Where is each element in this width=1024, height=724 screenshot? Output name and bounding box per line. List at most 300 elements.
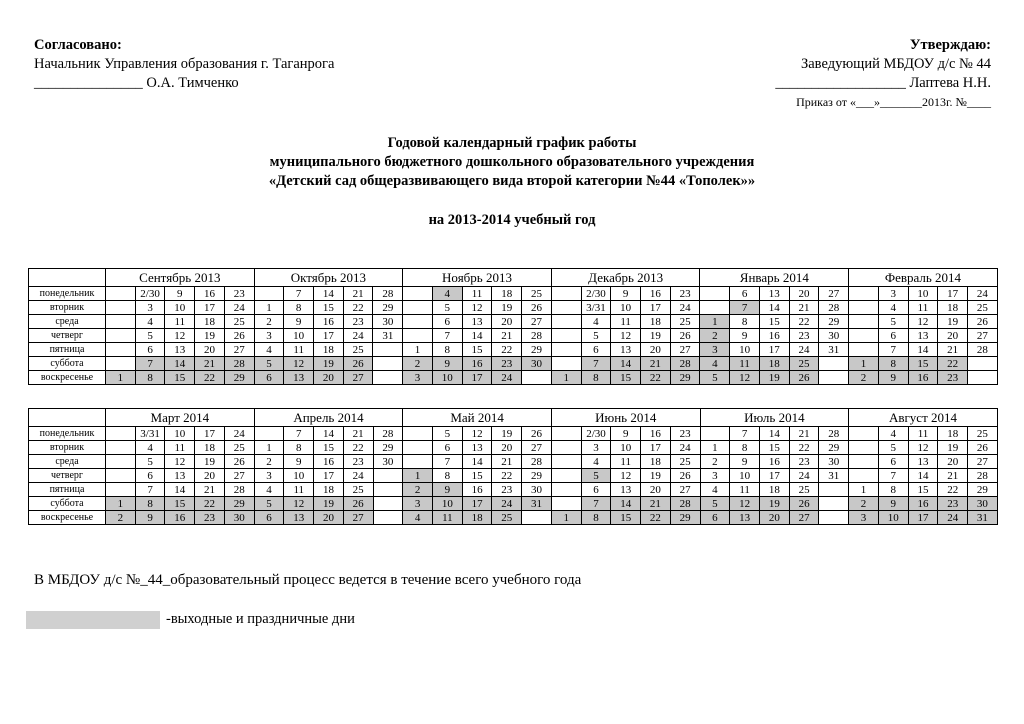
day-cell: 15 xyxy=(759,441,789,455)
day-cell: 8 xyxy=(284,441,314,455)
day-cell: 14 xyxy=(908,469,938,483)
weekday-row xyxy=(29,469,998,483)
day-cell: 1 xyxy=(254,301,284,315)
day-cell: 4 xyxy=(403,511,433,525)
day-cell: 22 xyxy=(789,441,819,455)
weekday-label: воскресенье xyxy=(29,511,106,525)
day-cell: 10 xyxy=(730,469,760,483)
day-cell: 10 xyxy=(433,497,463,511)
day-cell: 9 xyxy=(165,287,195,301)
day-cell: 16 xyxy=(462,357,492,371)
day-cell: 28 xyxy=(968,343,998,357)
day-cell: 20 xyxy=(314,371,344,385)
footer-note: В МБДОУ д/с №_44_образовательный процесс ведется в течение всего учебного года xyxy=(34,572,582,588)
day-cell: 20 xyxy=(195,343,225,357)
day-cell: 22 xyxy=(343,301,373,315)
day-cell: 18 xyxy=(938,427,968,441)
day-cell: 17 xyxy=(759,343,789,357)
day-cell: 13 xyxy=(462,315,492,329)
day-cell: 1 xyxy=(403,469,433,483)
day-cell xyxy=(373,343,403,357)
day-cell: 8 xyxy=(730,441,760,455)
day-cell: 5 xyxy=(135,455,165,469)
day-cell: 17 xyxy=(462,497,492,511)
day-cell xyxy=(551,301,581,315)
day-cell: 20 xyxy=(641,483,671,497)
day-cell: 8 xyxy=(581,371,611,385)
day-cell xyxy=(373,469,403,483)
day-cell xyxy=(849,455,879,469)
day-cell: 26 xyxy=(789,371,819,385)
day-cell: 10 xyxy=(284,329,314,343)
day-cell xyxy=(551,497,581,511)
day-cell: 21 xyxy=(938,469,968,483)
day-cell: 6 xyxy=(433,441,463,455)
day-cell: 15 xyxy=(314,301,344,315)
day-cell xyxy=(700,301,730,315)
day-cell: 15 xyxy=(908,357,938,371)
day-cell: 7 xyxy=(284,287,314,301)
title-line3: «Детский сад общеразвивающего вида второй категории №44 «Тополек»» xyxy=(268,173,756,189)
day-cell xyxy=(106,301,136,315)
day-cell: 2/30 xyxy=(581,287,611,301)
day-cell: 12 xyxy=(908,441,938,455)
day-cell: 7 xyxy=(878,343,908,357)
day-cell xyxy=(373,511,403,525)
day-cell: 8 xyxy=(433,469,463,483)
day-cell: 23 xyxy=(224,287,254,301)
day-cell xyxy=(403,329,433,343)
day-cell: 1 xyxy=(551,371,581,385)
day-cell xyxy=(106,455,136,469)
calendar-table-1 xyxy=(28,268,998,385)
day-cell: 21 xyxy=(789,301,819,315)
day-cell: 8 xyxy=(432,343,462,357)
day-cell: 17 xyxy=(195,301,225,315)
day-cell: 27 xyxy=(968,329,998,343)
weekday-label: понедельник xyxy=(29,287,106,301)
day-cell: 23 xyxy=(492,357,522,371)
day-cell: 6 xyxy=(878,455,908,469)
day-cell: 7 xyxy=(432,329,462,343)
day-cell: 2 xyxy=(849,371,879,385)
day-cell: 25 xyxy=(343,343,373,357)
day-cell: 1 xyxy=(254,441,284,455)
day-cell: 9 xyxy=(730,329,760,343)
day-cell: 29 xyxy=(373,301,403,315)
day-cell xyxy=(403,287,433,301)
day-cell: 14 xyxy=(314,287,344,301)
day-cell: 13 xyxy=(165,469,195,483)
day-cell: 15 xyxy=(462,469,492,483)
day-cell: 4 xyxy=(700,357,730,371)
day-cell: 25 xyxy=(492,511,522,525)
day-cell: 26 xyxy=(224,329,254,343)
day-cell: 11 xyxy=(611,315,641,329)
day-cell: 19 xyxy=(492,301,522,315)
day-cell: 7 xyxy=(433,455,463,469)
month-name: Апрель 2014 xyxy=(254,409,403,427)
day-cell: 11 xyxy=(165,315,195,329)
day-cell: 31 xyxy=(968,511,998,525)
day-cell xyxy=(849,469,879,483)
day-cell: 27 xyxy=(522,441,552,455)
day-cell: 27 xyxy=(670,343,700,357)
day-cell: 28 xyxy=(224,357,254,371)
day-cell: 1 xyxy=(700,441,730,455)
day-cell: 17 xyxy=(641,441,671,455)
day-cell: 8 xyxy=(878,357,908,371)
day-cell: 22 xyxy=(641,511,671,525)
day-cell: 13 xyxy=(730,511,760,525)
day-cell: 11 xyxy=(730,483,760,497)
day-cell: 27 xyxy=(343,371,373,385)
day-cell: 24 xyxy=(670,301,700,315)
day-cell: 4 xyxy=(581,315,611,329)
document-title xyxy=(0,134,1024,191)
day-cell: 18 xyxy=(195,441,225,455)
day-cell xyxy=(106,329,136,343)
day-cell: 22 xyxy=(195,371,225,385)
legend-text: -выходные и праздничные дни xyxy=(166,611,355,627)
day-cell: 26 xyxy=(224,455,254,469)
day-cell xyxy=(819,483,849,497)
day-cell: 1 xyxy=(403,343,433,357)
day-cell: 3 xyxy=(581,441,611,455)
title-line2: муниципального бюджетного дошкольного образовательного учреждения xyxy=(269,154,755,170)
day-cell: 24 xyxy=(968,287,998,301)
day-cell xyxy=(551,357,581,371)
day-cell: 22 xyxy=(492,469,522,483)
weekday-label: суббота xyxy=(29,497,106,511)
calendar-table-2 xyxy=(28,408,998,525)
day-cell: 1 xyxy=(106,371,136,385)
school-year: на 2013-2014 учебный год xyxy=(428,212,596,228)
day-cell: 21 xyxy=(343,287,373,301)
day-cell: 11 xyxy=(284,343,314,357)
weekday-label: пятница xyxy=(29,483,106,497)
day-cell: 21 xyxy=(789,427,819,441)
day-cell xyxy=(849,427,879,441)
day-cell: 5 xyxy=(581,329,611,343)
day-cell xyxy=(403,315,433,329)
day-cell: 3 xyxy=(254,469,284,483)
day-cell: 3 xyxy=(403,497,433,511)
day-cell: 21 xyxy=(343,427,373,441)
day-cell: 5 xyxy=(433,427,463,441)
day-cell: 25 xyxy=(968,427,998,441)
day-cell: 5 xyxy=(254,497,284,511)
day-cell: 12 xyxy=(611,469,641,483)
day-cell: 25 xyxy=(224,315,254,329)
day-cell: 13 xyxy=(759,287,789,301)
day-cell: 12 xyxy=(462,301,492,315)
day-cell: 10 xyxy=(432,371,462,385)
weekday-row xyxy=(29,427,998,441)
day-cell xyxy=(373,371,403,385)
day-cell: 19 xyxy=(314,357,344,371)
day-cell: 4 xyxy=(878,427,908,441)
day-cell: 7 xyxy=(284,427,314,441)
day-cell: 13 xyxy=(165,343,195,357)
day-cell: 29 xyxy=(670,511,700,525)
day-cell: 14 xyxy=(462,455,492,469)
day-cell: 25 xyxy=(670,455,700,469)
day-cell xyxy=(849,301,879,315)
day-cell: 1 xyxy=(849,483,879,497)
day-cell: 18 xyxy=(641,315,671,329)
day-cell: 15 xyxy=(314,441,344,455)
month-header-row xyxy=(29,269,998,287)
day-cell: 29 xyxy=(968,483,998,497)
day-cell: 28 xyxy=(522,329,552,343)
day-cell: 10 xyxy=(730,343,760,357)
day-cell: 29 xyxy=(224,497,254,511)
day-cell: 29 xyxy=(819,315,849,329)
month-name: Июнь 2014 xyxy=(551,409,700,427)
day-cell: 18 xyxy=(462,511,492,525)
day-cell: 14 xyxy=(165,357,195,371)
day-cell xyxy=(403,455,433,469)
day-cell: 18 xyxy=(759,357,789,371)
day-cell xyxy=(551,315,581,329)
day-cell: 9 xyxy=(878,497,908,511)
weekday-label: вторник xyxy=(29,441,106,455)
day-cell xyxy=(551,329,581,343)
day-cell xyxy=(106,427,136,441)
day-cell: 9 xyxy=(284,315,314,329)
day-cell: 23 xyxy=(343,315,373,329)
day-cell xyxy=(968,357,998,371)
weekday-row xyxy=(29,455,998,469)
weekday-row xyxy=(29,357,998,371)
day-cell: 18 xyxy=(641,455,671,469)
day-cell: 18 xyxy=(938,301,968,315)
day-cell: 1 xyxy=(551,511,581,525)
day-cell: 24 xyxy=(938,511,968,525)
approval-title: Согласовано: xyxy=(34,37,122,53)
weekday-label: воскресенье xyxy=(29,371,106,385)
day-cell: 10 xyxy=(611,441,641,455)
day-cell: 10 xyxy=(165,301,195,315)
day-cell: 23 xyxy=(670,427,700,441)
weekday-row xyxy=(29,441,998,455)
day-cell: 12 xyxy=(462,427,492,441)
weekday-row xyxy=(29,343,998,357)
day-cell: 25 xyxy=(789,357,819,371)
day-cell: 6 xyxy=(432,315,462,329)
day-cell: 28 xyxy=(373,427,403,441)
month-name: Март 2014 xyxy=(106,409,255,427)
day-cell xyxy=(254,287,284,301)
day-cell: 16 xyxy=(165,511,195,525)
approval-line2: _______________ О.А. Тимченко xyxy=(34,75,239,91)
day-cell: 27 xyxy=(670,483,700,497)
weekday-row xyxy=(29,511,998,525)
day-cell: 22 xyxy=(938,357,968,371)
day-cell: 3 xyxy=(700,343,730,357)
day-cell: 30 xyxy=(522,483,552,497)
day-cell: 12 xyxy=(284,357,314,371)
day-cell: 26 xyxy=(522,427,552,441)
day-cell: 20 xyxy=(759,511,789,525)
day-cell: 6 xyxy=(135,343,165,357)
day-cell: 10 xyxy=(165,427,195,441)
day-cell: 5 xyxy=(254,357,284,371)
day-cell: 26 xyxy=(670,469,700,483)
day-cell: 19 xyxy=(314,497,344,511)
day-cell: 26 xyxy=(968,441,998,455)
day-cell: 30 xyxy=(819,455,849,469)
day-cell: 20 xyxy=(789,287,819,301)
day-cell: 20 xyxy=(938,329,968,343)
day-cell: 11 xyxy=(462,287,492,301)
day-cell: 3 xyxy=(254,329,284,343)
day-cell: 10 xyxy=(878,511,908,525)
day-cell: 4 xyxy=(432,287,462,301)
day-cell: 22 xyxy=(938,483,968,497)
day-cell: 19 xyxy=(641,329,671,343)
day-cell: 6 xyxy=(581,483,611,497)
day-cell: 19 xyxy=(938,441,968,455)
day-cell xyxy=(849,441,879,455)
day-cell: 17 xyxy=(314,329,344,343)
day-cell: 3 xyxy=(849,511,879,525)
day-cell: 29 xyxy=(522,469,552,483)
day-cell: 21 xyxy=(492,455,522,469)
day-cell: 9 xyxy=(611,427,641,441)
day-cell: 16 xyxy=(908,497,938,511)
day-cell: 14 xyxy=(611,497,641,511)
day-cell: 21 xyxy=(195,483,225,497)
day-cell: 21 xyxy=(641,497,671,511)
weekday-row xyxy=(29,371,998,385)
day-cell: 30 xyxy=(522,357,552,371)
day-cell: 3 xyxy=(135,301,165,315)
weekday-row xyxy=(29,315,998,329)
day-cell: 4 xyxy=(581,455,611,469)
day-cell: 5 xyxy=(700,497,730,511)
day-cell: 29 xyxy=(373,441,403,455)
day-cell: 30 xyxy=(819,329,849,343)
day-cell: 16 xyxy=(195,287,225,301)
day-cell: 24 xyxy=(224,427,254,441)
day-cell: 27 xyxy=(224,343,254,357)
day-cell: 7 xyxy=(878,469,908,483)
day-cell xyxy=(106,287,136,301)
corner-cell xyxy=(29,269,106,287)
day-cell: 7 xyxy=(135,483,165,497)
day-cell: 21 xyxy=(492,329,522,343)
day-cell: 23 xyxy=(492,483,522,497)
day-cell: 2 xyxy=(254,315,284,329)
weekday-label: среда xyxy=(29,315,106,329)
day-cell: 3/31 xyxy=(135,427,165,441)
corner-cell xyxy=(29,409,106,427)
day-cell: 18 xyxy=(759,483,789,497)
day-cell: 21 xyxy=(938,343,968,357)
day-cell: 28 xyxy=(819,301,849,315)
day-cell: 18 xyxy=(492,287,522,301)
day-cell: 4 xyxy=(254,483,284,497)
day-cell: 23 xyxy=(938,371,968,385)
weekday-label: среда xyxy=(29,455,106,469)
day-cell: 25 xyxy=(343,483,373,497)
day-cell: 14 xyxy=(462,329,492,343)
day-cell: 16 xyxy=(759,329,789,343)
day-cell: 5 xyxy=(135,329,165,343)
day-cell: 9 xyxy=(284,455,314,469)
day-cell xyxy=(551,427,581,441)
day-cell: 19 xyxy=(759,371,789,385)
day-cell xyxy=(522,511,552,525)
day-cell: 23 xyxy=(789,455,819,469)
day-cell: 12 xyxy=(165,329,195,343)
month-name: Сентябрь 2013 xyxy=(106,269,255,287)
day-cell: 23 xyxy=(343,455,373,469)
day-cell: 11 xyxy=(908,427,938,441)
day-cell: 15 xyxy=(611,371,641,385)
day-cell: 8 xyxy=(135,497,165,511)
day-cell: 28 xyxy=(522,455,552,469)
day-cell xyxy=(700,427,730,441)
day-cell: 22 xyxy=(195,497,225,511)
day-cell: 28 xyxy=(670,497,700,511)
weekday-label: четверг xyxy=(29,469,106,483)
title-line1: Годовой календарный график работы xyxy=(387,135,637,151)
day-cell: 2 xyxy=(700,329,730,343)
day-cell: 9 xyxy=(878,371,908,385)
day-cell: 14 xyxy=(908,343,938,357)
day-cell: 22 xyxy=(492,343,522,357)
month-name: Июль 2014 xyxy=(700,409,849,427)
day-cell: 26 xyxy=(343,357,373,371)
month-name: Февраль 2014 xyxy=(849,269,998,287)
day-cell: 20 xyxy=(314,511,344,525)
day-cell: 24 xyxy=(789,343,819,357)
day-cell: 5 xyxy=(700,371,730,385)
day-cell: 4 xyxy=(135,441,165,455)
day-cell: 7 xyxy=(730,301,760,315)
day-cell xyxy=(551,483,581,497)
day-cell xyxy=(373,483,403,497)
day-cell: 26 xyxy=(789,497,819,511)
day-cell: 8 xyxy=(730,315,760,329)
day-cell: 18 xyxy=(314,483,344,497)
day-cell: 24 xyxy=(343,329,373,343)
day-cell: 6 xyxy=(700,511,730,525)
day-cell xyxy=(522,371,552,385)
day-cell: 23 xyxy=(789,329,819,343)
day-cell: 19 xyxy=(938,315,968,329)
day-cell: 22 xyxy=(789,315,819,329)
day-cell: 8 xyxy=(284,301,314,315)
day-cell: 11 xyxy=(611,455,641,469)
weekday-row xyxy=(29,497,998,511)
day-cell: 20 xyxy=(492,315,522,329)
day-cell xyxy=(551,343,581,357)
day-cell: 27 xyxy=(789,511,819,525)
approve-order: Приказ от «___»_______2013г. №____ xyxy=(796,95,991,109)
day-cell: 5 xyxy=(432,301,462,315)
day-cell: 24 xyxy=(343,469,373,483)
day-cell: 12 xyxy=(730,497,760,511)
day-cell: 31 xyxy=(819,343,849,357)
day-cell: 15 xyxy=(908,483,938,497)
day-cell xyxy=(403,441,433,455)
day-cell: 29 xyxy=(819,441,849,455)
day-cell: 29 xyxy=(224,371,254,385)
